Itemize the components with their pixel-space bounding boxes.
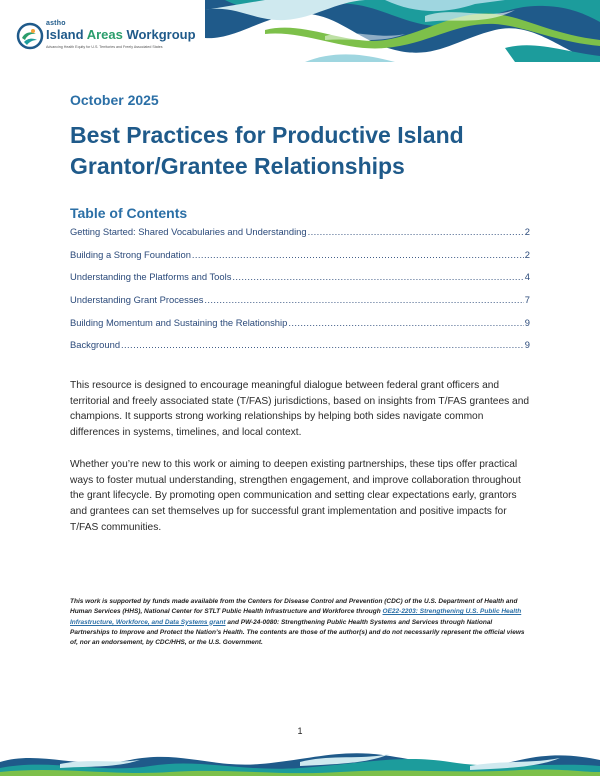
document-date: October 2025 <box>70 92 159 108</box>
island-areas-workgroup-logo <box>16 14 216 54</box>
toc-item-page: 7 <box>524 294 530 306</box>
logo-title-part2: Areas <box>86 27 123 42</box>
funding-disclaimer <box>70 597 530 648</box>
toc-item-background[interactable] <box>70 339 530 362</box>
logo-title-part1: Island <box>46 27 87 42</box>
toc-item-grant-processes[interactable] <box>70 294 530 317</box>
toc-leader-dots <box>232 271 523 282</box>
toc-item-label: Getting Started: Shared Vocabularies and Understanding <box>70 226 307 237</box>
funding-text-part1: This work is supported by funds made available from the Centers for Disease Control and Prevention (CDC) of the U.S. Department of Health and Human Services (HHS), National Center for STLT Public Health Infrastructure and Workforce through <box>70 598 518 616</box>
toc-item-label: Background <box>70 339 121 351</box>
toc-item-label: Understanding Grant Processes <box>70 294 204 306</box>
toc-leader-dots <box>308 226 524 237</box>
toc-leader-dots <box>288 317 523 328</box>
toc-leader-dots <box>121 339 524 350</box>
toc-item-label: Understanding the Platforms and Tools <box>70 271 232 283</box>
second-paragraph: Whether you’re new to this work or aiming to deepen existing partnerships, these tips offer practical ways to foster mutual understanding, strengthen engagement, and improve collaboration throughout the grant lifecycle. By promoting open communication and setting clear expectations early, grantors and grantees can set themselves up for successful grant implementation and positive impacts for T/FAS communities. <box>70 459 521 533</box>
toc-item-building-momentum[interactable] <box>70 317 530 340</box>
toc-item-page: 9 <box>524 316 530 328</box>
toc-leader-dots <box>204 294 523 305</box>
logo-tagline: Advancing Health Equity for U.S. Territories and Freely Associated States <box>46 45 163 49</box>
logo-title-part3: Workgroup <box>122 27 196 42</box>
toc-leader-dots <box>192 249 524 260</box>
logo-title <box>46 27 196 42</box>
toc-item-label: Building Momentum and Sustaining the Relationship <box>70 316 288 328</box>
toc-item-page: 4 <box>524 271 530 283</box>
funding-text-part2: and PW-24-0080: Strengthening Public Health Systems and Services through National Partnerships to Improve and Protect the Nation’s Health. The contents are those of the author(s) and do not necessarily represent the official views of, nor an endorsement, by CDC/HHS, or the U.S. Government. <box>70 618 525 647</box>
table-of-contents <box>70 226 530 362</box>
grant-link[interactable]: OE22-2203: Strengthening U.S. Public Health Infrastructure, Workforce, and Data Systems grant <box>70 608 522 626</box>
toc-item-page: 2 <box>524 248 530 260</box>
document-title: Best Practices for Productive Island Grantor/Grantee Relationships <box>70 122 464 179</box>
toc-item-getting-started[interactable] <box>70 226 530 249</box>
intro-paragraph: This resource is designed to encourage meaningful dialogue between federal grant officers and territorial and freely associated state (T/FAS) jurisdictions, based on insights from T/FAS grantees and champions. It supports strong working relationships by helping both sides navigate common differences in systems, timelines, and local context. <box>70 380 530 439</box>
logo-swirl-icon <box>16 22 44 50</box>
toc-heading: Table of Contents <box>70 205 188 221</box>
toc-item-building-foundation[interactable] <box>70 249 530 272</box>
toc-item-platforms-tools[interactable] <box>70 271 530 294</box>
header-wave-graphic <box>205 0 600 62</box>
toc-item-page: 2 <box>524 226 530 237</box>
toc-item-page: 9 <box>524 339 530 351</box>
toc-item-label: Building a Strong Foundation <box>70 248 191 260</box>
page-number: 1 <box>297 726 303 736</box>
footer-wave-graphic <box>0 742 600 776</box>
logo-astho-text: astho <box>46 20 66 27</box>
